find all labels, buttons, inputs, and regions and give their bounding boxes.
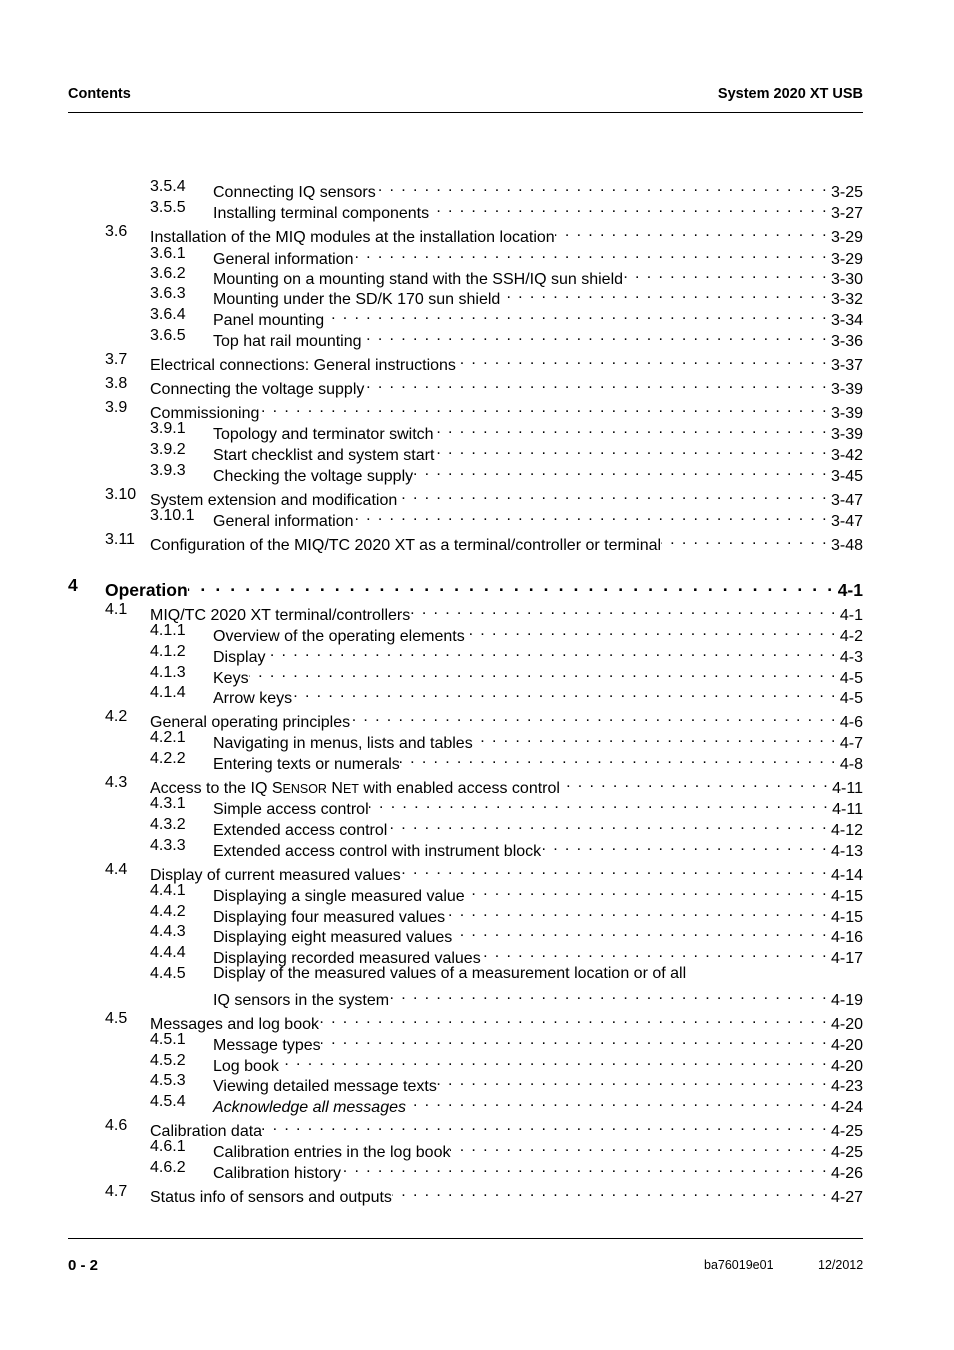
toc-entry-page: 3-47	[830, 513, 863, 530]
page-number: 0 - 2	[68, 1257, 99, 1274]
toc-entry-page: 3-36	[830, 333, 863, 350]
toc-entry-number: 3.11	[105, 531, 135, 548]
toc-entry-title: Topology and terminator switch	[213, 426, 434, 443]
toc-entry-number: 4.6.2	[150, 1159, 186, 1176]
running-header-right: System 2020 XT USB	[717, 86, 863, 102]
toc-dot-leader	[369, 794, 833, 814]
toc-entry-page: 4-11	[832, 801, 863, 818]
toc-dot-leader	[406, 1092, 831, 1112]
toc-entry	[0, 663, 954, 687]
toc-entry-page: 4-24	[830, 1099, 863, 1116]
toc-entry-title: General operating principles	[150, 714, 351, 731]
toc-entry-page: 4-20	[830, 1058, 863, 1075]
toc-entry-number: 4.1.1	[150, 622, 186, 639]
toc-entry-page: 3-45	[830, 468, 863, 485]
running-header-left: Contents	[68, 86, 131, 102]
toc-dot-leader	[400, 749, 840, 769]
toc-dot-leader	[465, 881, 831, 901]
toc-entry-title-part: Access to the IQ S	[150, 780, 283, 797]
toc-dot-leader	[413, 461, 831, 481]
toc-entry-number: 4.5.3	[150, 1072, 186, 1089]
toc-dot-leader	[249, 663, 840, 683]
toc-entry-title: Status info of sensors and outputs	[150, 1189, 392, 1206]
toc-entry	[0, 836, 954, 860]
toc-entry-number: 4.5.4	[150, 1093, 186, 1110]
toc-entry	[0, 773, 954, 797]
toc-entry-number: 4.6.1	[150, 1138, 186, 1155]
toc-entry-number: 4.1	[105, 601, 128, 618]
toc-dot-leader	[279, 1051, 831, 1071]
toc-entry	[0, 305, 954, 329]
toc-entry-title: Calibration entries in the log book	[213, 1144, 451, 1161]
toc-entry-title: General information	[213, 251, 354, 268]
toc-dot-leader	[434, 440, 831, 460]
toc-entry-title: Top hat rail mounting	[213, 333, 362, 350]
toc-entry	[0, 1092, 954, 1116]
toc-entry-number: 4.4.4	[150, 944, 186, 961]
toc-entry-page: 3-27	[830, 205, 863, 222]
toc-dot-leader	[410, 600, 840, 620]
toc-entry-title: Commissioning	[150, 405, 260, 422]
toc-dot-leader	[397, 485, 831, 505]
toc-entry-page: 3-39	[830, 381, 863, 398]
toc-dot-leader	[362, 326, 831, 346]
toc-dot-leader	[560, 773, 832, 793]
toc-entry-number: 4	[68, 575, 78, 595]
toc-entry	[0, 1116, 954, 1140]
toc-entry-title: Start checklist and system start	[213, 447, 435, 464]
toc-dot-leader	[401, 860, 831, 880]
toc-entry	[0, 440, 954, 464]
toc-entry-title: Log book	[213, 1058, 279, 1075]
toc-entry-page: 4-17	[830, 950, 863, 967]
toc-entry-number: 4.5.2	[150, 1052, 186, 1069]
toc-dot-leader	[265, 642, 839, 662]
toc-entry-page: 4-15	[830, 909, 863, 926]
toc-dot-leader	[541, 836, 831, 856]
toc-entry-number: 3.6.3	[150, 285, 186, 302]
toc-entry-page: 4-25	[830, 1123, 863, 1140]
toc-entry	[0, 642, 954, 666]
toc-entry-title: IQ sensors in the system	[213, 992, 390, 1009]
toc-entry-title: Message types	[213, 1037, 321, 1054]
toc-entry-title: Viewing detailed message texts	[213, 1078, 437, 1095]
toc-entry-title: Display	[213, 649, 266, 666]
toc-entry	[0, 244, 954, 268]
toc-dot-leader	[392, 1182, 831, 1202]
toc-entry-number: 3.9.1	[150, 420, 186, 437]
toc-entry-number: 4.4.2	[150, 903, 186, 920]
toc-entry-page: 4-11	[832, 780, 863, 797]
toc-entry	[0, 419, 954, 443]
toc-entry-number: 4.4	[105, 861, 128, 878]
toc-dot-leader	[434, 419, 831, 439]
toc-entry-page: 3-30	[830, 271, 863, 288]
toc-entry-number: 3.9.3	[150, 462, 186, 479]
toc-entry	[0, 350, 954, 374]
toc-entry-page: 4-16	[830, 929, 863, 946]
toc-entry-title: System extension and modification	[150, 492, 398, 509]
toc-entry	[0, 222, 954, 246]
toc-entry-number: 3.8	[105, 375, 128, 392]
toc-entry	[0, 749, 954, 773]
toc-entry-number: 3.9	[105, 399, 128, 416]
toc-dot-leader	[456, 350, 831, 370]
toc-entry-title: Keys	[213, 670, 249, 687]
toc-entry-page: 4-8	[839, 756, 863, 773]
toc-entry-page: 4-25	[830, 1144, 863, 1161]
toc-dot-leader	[350, 707, 840, 727]
toc-entry-number: 3.6	[105, 223, 128, 240]
toc-entry	[0, 707, 954, 731]
toc-entry-number: 4.1.3	[150, 664, 186, 681]
toc-entry-number: 4.7	[105, 1183, 128, 1200]
toc-entry-title-part: ENSOR	[282, 782, 327, 796]
toc-dot-leader	[354, 244, 831, 264]
toc-entry-page: 3-29	[830, 251, 863, 268]
toc-entry	[0, 815, 954, 839]
toc-entry-number: 4.3.3	[150, 837, 186, 854]
toc-entry-page: 4-26	[830, 1165, 863, 1182]
toc-entry-title: Calibration history	[213, 1165, 342, 1182]
toc-entry-number: 4.3.1	[150, 795, 186, 812]
toc-entry-number: 3.10.1	[150, 507, 195, 524]
toc-entry-title-line1: Display of the measured values of a measurement location or of all	[213, 965, 687, 982]
toc-entry	[0, 1137, 954, 1161]
toc-entry	[0, 881, 954, 905]
toc-entry	[0, 485, 954, 509]
toc-entry	[0, 1009, 954, 1033]
toc-dot-leader	[364, 374, 831, 394]
toc-entry-number: 4.2	[105, 708, 128, 725]
toc-entry-page: 3-39	[830, 405, 863, 422]
toc-entry-title: Arrow keys	[213, 690, 293, 707]
toc-dot-leader	[452, 922, 831, 942]
toc-dot-leader	[262, 1116, 831, 1136]
toc-entry	[0, 600, 954, 624]
toc-entry-title: Calibration data	[150, 1123, 263, 1140]
toc-dot-leader	[319, 1009, 831, 1029]
toc-entry	[0, 922, 954, 946]
toc-entry-number: 3.10	[105, 486, 137, 503]
toc-entry	[0, 1158, 954, 1182]
toc-entry-title: Display of current measured values	[150, 867, 401, 884]
toc-entry-title: Connecting the voltage supply	[150, 381, 365, 398]
toc-dot-leader	[555, 222, 831, 242]
toc-dot-leader	[473, 728, 840, 748]
toc-entry	[0, 902, 954, 926]
toc-entry-number: 3.5.5	[150, 199, 186, 216]
toc-dot-leader	[661, 530, 831, 550]
toc-dot-leader	[465, 621, 840, 641]
toc-entry-title-part: ET	[342, 782, 359, 796]
toc-entry	[0, 264, 954, 288]
toc-entry-title: Connecting IQ sensors	[213, 184, 376, 201]
toc-entry-page: 4-15	[830, 888, 863, 905]
toc-entry-title: Operation	[105, 580, 188, 600]
toc-entry-number: 4.1.2	[150, 643, 186, 660]
toc-entry-title: MIQ/TC 2020 XT terminal/controllers	[150, 607, 411, 624]
toc-dot-leader	[341, 1158, 831, 1178]
toc-dot-leader	[188, 574, 838, 596]
toc-entry-page: 3-39	[830, 426, 863, 443]
toc-dot-leader	[292, 683, 840, 703]
document-date: 12/2012	[818, 1258, 864, 1272]
toc-entry-title: Electrical connections: General instructions	[150, 357, 456, 374]
toc-entry	[0, 1182, 954, 1206]
toc-entry-page: 4-20	[830, 1037, 863, 1054]
toc-entry-number: 4.5	[105, 1010, 128, 1027]
toc-dot-leader	[481, 943, 831, 963]
toc-entry	[0, 621, 954, 645]
toc-entry	[0, 284, 954, 308]
toc-entry-title: Extended access control with instrument block	[213, 843, 542, 860]
toc-entry-number: 3.7	[105, 351, 128, 368]
toc-entry	[0, 530, 954, 554]
toc-entry-title: Extended access control	[213, 822, 388, 839]
toc-entry-title: Displaying four measured values	[213, 909, 446, 926]
toc-entry-number: 3.5.4	[150, 178, 186, 195]
toc-entry-page: 4-1	[839, 607, 863, 624]
toc-entry-page: 4-1	[837, 580, 863, 600]
toc-entry-page: 4-19	[830, 992, 863, 1009]
toc-entry-number: 3.9.2	[150, 441, 186, 458]
toc-dot-leader	[354, 506, 831, 526]
toc-entry-number: 3.6.5	[150, 327, 186, 344]
toc-entry-page: 4-7	[839, 735, 863, 752]
toc-entry-number: 3.6.2	[150, 265, 186, 282]
toc-entry-page: 4-13	[830, 843, 863, 860]
toc-entry	[0, 1051, 954, 1075]
toc-dot-leader	[387, 815, 831, 835]
toc-entry	[0, 326, 954, 350]
toc-entry-title: Installation of the MIQ modules at the installation location	[150, 229, 555, 246]
toc-entry-title-part: with enabled access control	[358, 780, 560, 797]
toc-entry	[0, 1071, 954, 1095]
toc-entry-title-part: N	[326, 780, 343, 797]
toc-entry-page: 3-37	[830, 357, 863, 374]
toc-entry-page: 4-27	[830, 1189, 863, 1206]
toc-entry-page: 3-42	[830, 447, 863, 464]
toc-dot-leader	[623, 264, 831, 284]
toc-entry	[0, 860, 954, 884]
toc-entry-page: 3-32	[830, 291, 863, 308]
toc-entry-page: 3-47	[830, 492, 863, 509]
toc-dot-leader	[450, 1137, 830, 1157]
toc-entry-title: Displaying recorded measured values	[213, 950, 481, 967]
toc-entry-number: 3.6.1	[150, 245, 186, 262]
toc-entry-title: Overview of the operating elements	[213, 628, 465, 645]
toc-entry-title: Mounting on a mounting stand with the SSH/IQ sun shield	[213, 271, 624, 288]
toc-entry	[0, 574, 954, 600]
toc-entry	[0, 728, 954, 752]
toc-entry-page: 4-20	[830, 1016, 863, 1033]
toc-entry-number: 4.3	[105, 774, 128, 791]
toc-entry-title: Navigating in menus, lists and tables	[213, 735, 473, 752]
toc-entry	[0, 1030, 954, 1054]
toc-entry-title: Acknowledge all messages	[213, 1099, 406, 1116]
toc-entry	[0, 943, 954, 967]
footer-rule	[68, 1238, 863, 1239]
toc-entry	[0, 177, 954, 201]
toc-entry-number: 4.2.1	[150, 729, 186, 746]
toc-entry-title: Checking the voltage supply	[213, 468, 414, 485]
toc-entry-number: 4.4.1	[150, 882, 186, 899]
toc-entry-title: Installing terminal components	[213, 205, 430, 222]
toc-entry-page: 3-25	[830, 184, 863, 201]
toc-entry-number: 4.4.3	[150, 923, 186, 940]
toc-entry-number: 4.2.2	[150, 750, 186, 767]
toc-entry-number: 3.6.4	[150, 306, 186, 323]
document-id: ba76019e01	[704, 1258, 774, 1272]
toc-entry	[0, 198, 954, 222]
toc-dot-leader	[376, 177, 831, 197]
toc-entry-title: Displaying a single measured value	[213, 888, 465, 905]
toc-dot-leader	[259, 398, 831, 418]
toc-entry	[0, 683, 954, 707]
toc-entry-number: 4.3.2	[150, 816, 186, 833]
toc-entry-page: 4-2	[839, 628, 863, 645]
toc-dot-leader	[429, 198, 831, 218]
toc-entry	[0, 506, 954, 530]
toc-entry-number: 4.4.5	[150, 965, 186, 982]
toc-entry-number: 4.6	[105, 1117, 128, 1134]
toc-entry-page: 4-12	[830, 822, 863, 839]
toc-entry-title: Displaying eight measured values	[213, 929, 453, 946]
toc-entry-title: Mounting under the SD/K 170 sun shield	[213, 291, 501, 308]
toc-entry	[0, 794, 954, 818]
toc-entry	[0, 374, 954, 398]
toc-entry-page: 3-34	[830, 312, 863, 329]
toc-entry-page: 4-14	[830, 867, 863, 884]
toc-dot-leader	[321, 1030, 831, 1050]
toc-entry	[0, 398, 954, 422]
toc-entry-title: Configuration of the MIQ/TC 2020 XT as a terminal/controller or terminal	[150, 537, 662, 554]
toc-entry-title: Messages and log book	[150, 1016, 319, 1033]
toc-entry-page: 3-48	[830, 537, 863, 554]
toc-entry-title: Entering texts or numerals	[213, 756, 400, 773]
toc-entry-number: 4.1.4	[150, 684, 186, 701]
toc-entry-title: Panel mounting	[213, 312, 325, 329]
toc-dot-leader	[500, 284, 831, 304]
toc-entry-page: 4-6	[839, 714, 863, 731]
toc-entry-title: General information	[213, 513, 354, 530]
toc-entry-page: 4-3	[839, 649, 863, 666]
toc-entry	[0, 461, 954, 485]
toc-entry-number: 4.5.1	[150, 1031, 186, 1048]
toc-entry-page: 4-5	[839, 690, 863, 707]
toc-entry-page: 3-29	[830, 229, 863, 246]
toc-dot-leader	[445, 902, 831, 922]
toc-entry-title: Simple access control	[213, 801, 369, 818]
toc-dot-leader	[389, 985, 831, 1005]
toc-entry-page: 4-23	[830, 1078, 863, 1095]
toc-dot-leader	[324, 305, 831, 325]
toc-dot-leader	[437, 1071, 831, 1091]
toc-entry-page: 4-5	[839, 670, 863, 687]
